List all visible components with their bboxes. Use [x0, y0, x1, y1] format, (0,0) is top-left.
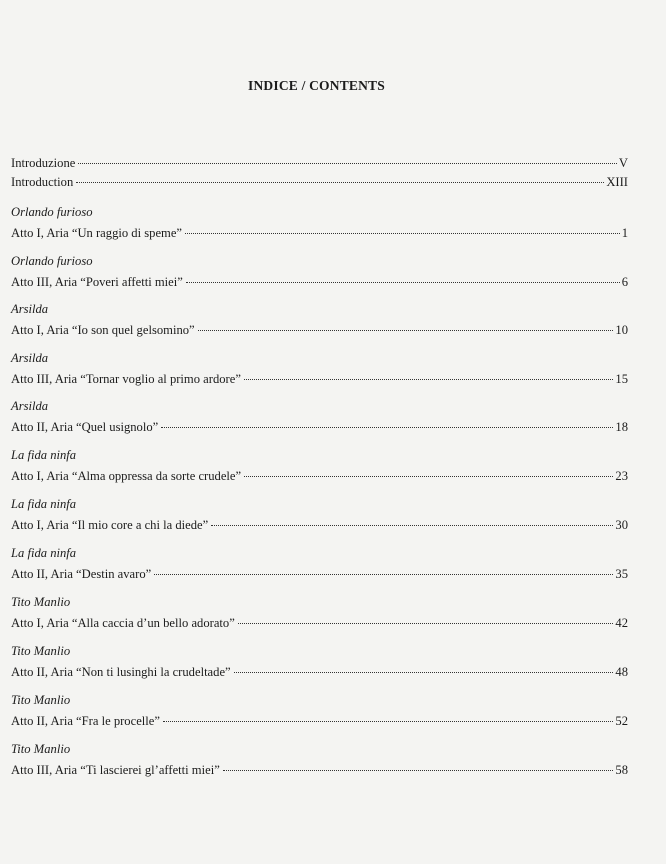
- work-title: Tito Manlio: [11, 644, 71, 658]
- toc-entry[interactable]: [11, 415, 628, 435]
- toc-entry-label: Introduction: [11, 175, 74, 189]
- work-title: La fida ninfa: [11, 448, 77, 462]
- toc-entry-label: Atto I, Aria “Alma oppressa da sorte crudele”: [11, 469, 242, 483]
- toc-entry[interactable]: [11, 270, 628, 290]
- toc-entry-label: Atto III, Aria “Tornar voglio al primo ardore”: [11, 372, 241, 386]
- toc-page-number: 23: [615, 469, 628, 483]
- dot-leader: [234, 660, 614, 676]
- toc-entry-label: Introduzione: [11, 156, 76, 170]
- work-title: Arsilda: [11, 399, 49, 413]
- work-title: Orlando furioso: [11, 254, 93, 268]
- toc-entry-label: Atto III, Aria “Ti lascierei gl’affetti miei”: [11, 763, 220, 777]
- toc-entry[interactable]: [11, 562, 628, 582]
- dot-leader: [223, 758, 614, 774]
- toc-entry[interactable]: [11, 513, 628, 533]
- toc-page-number: 1: [621, 226, 628, 240]
- toc-page-number: 18: [615, 420, 628, 434]
- toc-entry[interactable]: [11, 709, 628, 729]
- toc-entry-label: Atto I, Aria “Un raggio di speme”: [11, 226, 183, 240]
- toc-page-number: 15: [615, 372, 628, 386]
- toc-page-number: 35: [615, 567, 628, 581]
- toc-entry[interactable]: [11, 660, 628, 680]
- toc-page-number: 48: [615, 665, 628, 679]
- toc-entry-introduzione[interactable]: [11, 151, 628, 171]
- work-title: Orlando furioso: [11, 205, 93, 219]
- dot-leader: [185, 221, 620, 237]
- dot-leader: [163, 709, 613, 725]
- work-title: La fida ninfa: [11, 546, 77, 560]
- work-title: Tito Manlio: [11, 693, 71, 707]
- toc-page-number: V: [618, 156, 628, 170]
- dot-leader: [161, 415, 613, 431]
- dot-leader: [76, 170, 604, 186]
- dot-leader: [78, 151, 617, 167]
- toc-page-number: 52: [615, 714, 628, 728]
- work-title: Arsilda: [11, 351, 49, 365]
- toc-entry[interactable]: [11, 611, 628, 631]
- toc-page-number: 42: [615, 616, 628, 630]
- work-title: Tito Manlio: [11, 595, 71, 609]
- toc-entry[interactable]: [11, 367, 628, 387]
- dot-leader: [198, 318, 614, 334]
- toc-entry[interactable]: [11, 758, 628, 778]
- toc-page-number: XIII: [606, 175, 628, 189]
- toc-page-number: 58: [615, 763, 628, 777]
- toc-entry-label: Atto II, Aria “Destin avaro”: [11, 567, 152, 581]
- dot-leader: [211, 513, 613, 529]
- dot-leader: [186, 270, 620, 286]
- dot-leader: [244, 367, 613, 383]
- toc-entry-label: Atto I, Aria “Il mio core a chi la diede”: [11, 518, 209, 532]
- toc-page-number: 6: [621, 275, 628, 289]
- toc-entry-label: Atto III, Aria “Poveri affetti miei”: [11, 275, 183, 289]
- toc-entry[interactable]: [11, 221, 628, 241]
- work-title: Arsilda: [11, 302, 49, 316]
- toc-entry[interactable]: [11, 318, 628, 338]
- dot-leader: [244, 464, 613, 480]
- toc-entry-label: Atto II, Aria “Quel usignolo”: [11, 420, 159, 434]
- work-title: Tito Manlio: [11, 742, 71, 756]
- dot-leader: [238, 611, 614, 627]
- toc-entry-label: Atto I, Aria “Io son quel gelsomino”: [11, 323, 195, 337]
- work-title: La fida ninfa: [11, 497, 77, 511]
- toc-entry-label: Atto I, Aria “Alla caccia d’un bello adorato”: [11, 616, 235, 630]
- toc-entry-introduction[interactable]: [11, 170, 628, 190]
- toc-entry-label: Atto II, Aria “Non ti lusinghi la crudeltade”: [11, 665, 231, 679]
- toc-page-number: 10: [615, 323, 628, 337]
- toc-entry[interactable]: [11, 464, 628, 484]
- dot-leader: [154, 562, 613, 578]
- toc-entry-label: Atto II, Aria “Fra le procelle”: [11, 714, 160, 728]
- page-title: INDICE / CONTENTS: [248, 78, 385, 93]
- toc-page-number: 30: [615, 518, 628, 532]
